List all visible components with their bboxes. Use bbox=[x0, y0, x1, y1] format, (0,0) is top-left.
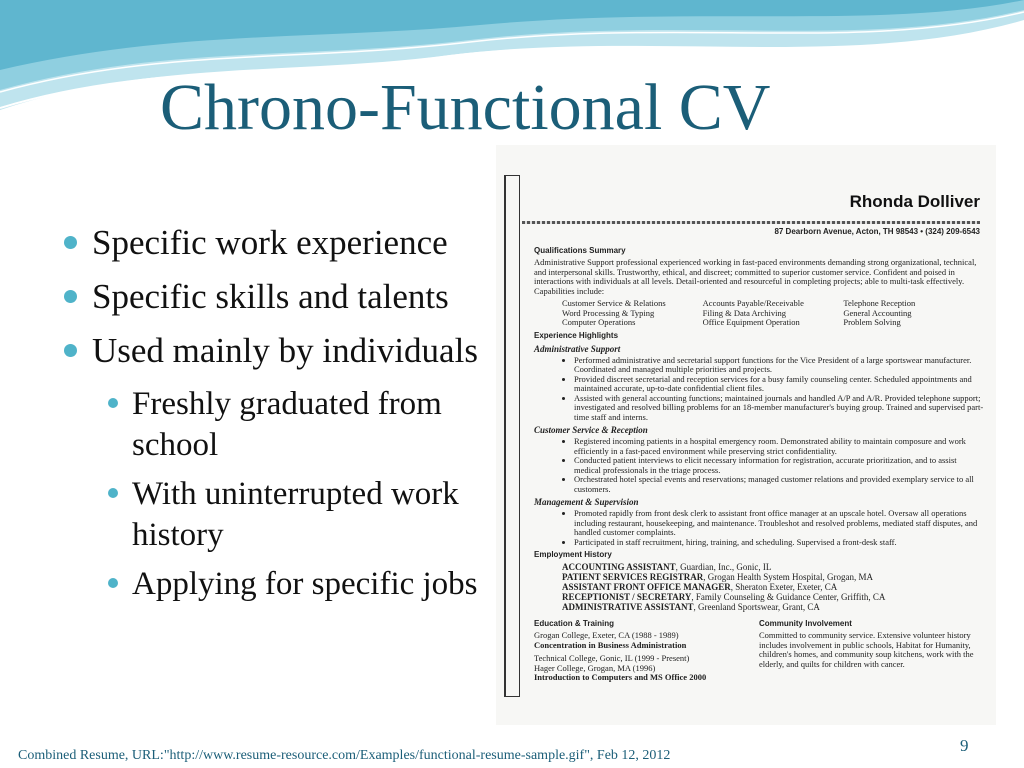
resume-edu-line: Concentration in Business Administration bbox=[534, 639, 687, 650]
bullet-item: Specific work experience bbox=[62, 222, 502, 264]
resume-job: ASSISTANT FRONT OFFICE MANAGER, Sheraton Exeter, Exeter, CA bbox=[562, 582, 838, 592]
resume-capabilities bbox=[562, 299, 984, 328]
capability-item: General Accounting bbox=[843, 307, 912, 318]
capability-item: Filing & Data Archiving bbox=[702, 307, 787, 318]
resume-job: ACCOUNTING ASSISTANT, Guardian, Inc., Gonic, IL bbox=[562, 562, 772, 572]
slide-footer: Combined Resume, URL:"http://www.resume-resource.com/Examples/functional-resume-sample.gif", Feb 12, 2012 bbox=[18, 748, 671, 763]
resume-job: ADMINISTRATIVE ASSISTANT, Greenland Sportswear, Grant, CA bbox=[562, 602, 820, 612]
resume-subheading: Administrative Support bbox=[534, 343, 621, 354]
resume-divider bbox=[522, 221, 980, 224]
resume-subheading: Management & Supervision bbox=[534, 497, 639, 507]
resume-edu-line: Technical College, Gonic, IL (1999 - Present) bbox=[534, 653, 690, 663]
resume-side-bar bbox=[504, 175, 520, 697]
resume-bullet: • Conducted patient interviews to elicit necessary information for registration, accurate prioritization, and to assist medical professionals in the triage process. bbox=[574, 456, 984, 475]
resume-section-heading: Employment History bbox=[534, 550, 612, 559]
sub-bullet-item: Applying for specific jobs bbox=[104, 564, 502, 605]
resume-body bbox=[534, 243, 984, 683]
slide-title: Chrono-Functional CV bbox=[160, 71, 771, 144]
resume-edu-line: Introduction to Computers and MS Office 2000 bbox=[534, 672, 707, 682]
capability-item: Telephone Reception bbox=[843, 298, 916, 308]
resume-qualifications-text: Administrative Support professional experienced working in fast-paced environments demanding strong organizational, technical, and interpersonal skills. Trustworthy, ethical, and discreet; committed to superior customer service. Confident and poised in interactions with individuals at all levels. Detail-oriented and resourceful in completing projects; able to multi-task effectively. Capabilities include: bbox=[534, 257, 977, 296]
sub-bullet-item: Freshly graduated from school bbox=[104, 384, 502, 466]
resume-bullet: • Registered incoming patients in a hospital emergency room. Demonstrated ability to maintain composure and work efficiently in a fast-paced environment while preserving strict confidentiality. bbox=[574, 437, 984, 456]
resume-name: Rhonda Dolliver bbox=[849, 192, 980, 211]
resume-sample-image bbox=[496, 145, 996, 725]
resume-bullet: • Orchestrated hotel special events and reservations; managed customer relations and provided exemplary service to all customers. bbox=[574, 475, 984, 494]
resume-bullet: • Assisted with general accounting functions; maintained journals and handled A/P and A/R. Provided telephone support; investigated and resolved billing problems for an 18-member manufacturer's buying group. Trained and supervised part-time staff and interns. bbox=[574, 394, 984, 423]
resume-community-text: Committed to community service. Extensive volunteer history includes involvement in public schools, Habitat for Humanity, children's homes, and community soup kitchens, work with the elderly, and quilts for children with cancer. bbox=[759, 630, 974, 669]
resume-section-heading: Qualifications Summary bbox=[534, 246, 626, 255]
resume-bullet: • Performed administrative and secretarial support functions for the Vice President of a large sportswear manufacturer. Coordinated and managed multiple priorities and projects. bbox=[574, 356, 984, 375]
capability-item: Accounts Payable/Receivable bbox=[702, 298, 804, 308]
capability-item: Computer Operations bbox=[562, 317, 636, 327]
resume-job: RECEPTIONIST / SECRETARY, Family Counseling & Guidance Center, Griffith, CA bbox=[562, 592, 886, 602]
resume-section-heading: Experience Highlights bbox=[534, 330, 619, 340]
resume-bullet: • Promoted rapidly from front desk clerk to assistant front office manager at an upscale hotel. Oversaw all operations including restaurant, housekeeping, and maintenance. Troubleshot and resolved problems, mediated staff disputes, and handled customer complaints. bbox=[574, 509, 984, 538]
bullet-list bbox=[62, 222, 502, 613]
capability-item: Office Equipment Operation bbox=[702, 317, 800, 327]
resume-bullet: • Provided discreet secretarial and reception services for a busy family counseling center. Scheduled appointments and maintained accurate, up-to-date confidential client files. bbox=[574, 375, 984, 394]
resume-subheading: Customer Service & Reception bbox=[534, 425, 648, 435]
resume-bullet: • Participated in staff recruitment, hiring, training, and scheduling. Supervised a front-desk staff. bbox=[574, 538, 984, 548]
bullet-item: Used mainly by individuals bbox=[62, 330, 502, 372]
bullet-item: Specific skills and talents bbox=[62, 276, 502, 318]
capability-item: Customer Service & Relations bbox=[562, 298, 666, 308]
resume-section-heading: Community Involvement bbox=[759, 619, 852, 628]
page-number: 9 bbox=[960, 736, 969, 755]
resume-edu-line: Grogan College, Exeter, CA (1988 - 1989) bbox=[534, 630, 679, 640]
resume-section-heading: Education & Training bbox=[534, 619, 615, 628]
resume-job: PATIENT SERVICES REGISTRAR, Grogan Health System Hospital, Grogan, MA bbox=[562, 572, 873, 582]
resume-bottom-columns bbox=[534, 616, 984, 683]
resume-address: 87 Dearborn Avenue, Acton, TH 98543 • (324) 209-6543 bbox=[774, 227, 980, 236]
capability-item: Word Processing & Typing bbox=[562, 307, 655, 318]
sub-bullet-item: With uninterrupted work history bbox=[104, 474, 502, 556]
capability-item: Problem Solving bbox=[843, 317, 901, 327]
resume-job-list bbox=[534, 562, 984, 612]
resume-edu-line: Hager College, Grogan, MA (1996) bbox=[534, 662, 656, 673]
